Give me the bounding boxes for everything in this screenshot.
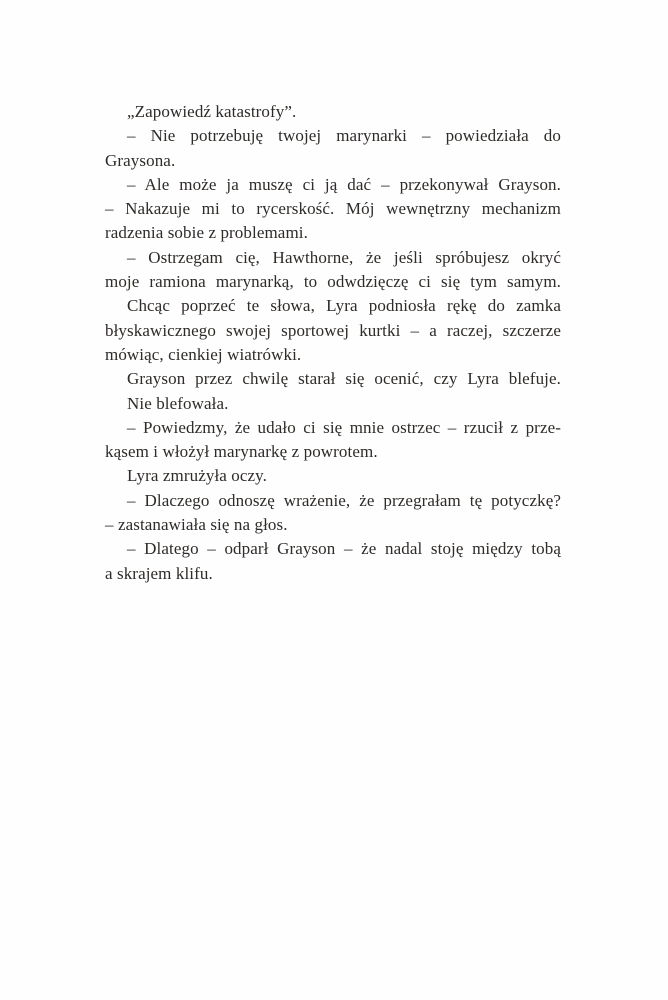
body-text (105, 100, 561, 586)
text-line: – Nakazuje mi to rycerskość. Mój wewnętrzny mechanizm (105, 199, 561, 219)
text-line: radzenia sobie z problemami. (105, 223, 308, 243)
text-line: a skrajem klifu. (105, 563, 213, 583)
text-line: „Zapowiedź katastrofy”. (127, 102, 297, 121)
text-line: – Ostrzegam cię, Hawthorne, że jeśli spróbujesz okryć (127, 247, 561, 267)
text-line: – zastanawiała się na głos. (105, 515, 288, 535)
text-line: – Dlaczego odnoszę wrażenie, że przegrałam tę potyczkę? (127, 490, 561, 510)
text-line: mówiąc, cienkiej wiatrówki. (105, 344, 302, 364)
text-line: Lyra zmrużyła oczy. (127, 466, 268, 486)
text-line: – Ale może ja muszę ci ją dać – przekonywał Grayson. (127, 174, 561, 194)
text-line: błyskawicznego swojej sportowej kurtki – a raczej, szczerze (105, 320, 561, 340)
text-line: – Dlatego – odparł Grayson – że nadal stoję między tobą (127, 539, 561, 559)
text-line: – Powiedzmy, że udało ci się mnie ostrzec – rzucił z prze- (127, 417, 561, 437)
text-line: moje ramiona marynarką, to odwdzięczę ci się tym samym. (105, 272, 561, 292)
text-line: Graysona. (105, 150, 176, 170)
text-line: kąsem i włożył marynarkę z powrotem. (105, 442, 378, 462)
text-line: Chcąc poprzeć te słowa, Lyra podniosła rękę do zamka (127, 296, 561, 316)
text-line: – Nie potrzebuję twojej marynarki – powiedziała do (127, 126, 561, 146)
text-line: Grayson przez chwilę starał się ocenić, czy Lyra blefuje. (127, 369, 561, 389)
text-line: Nie blefowała. (127, 393, 229, 413)
